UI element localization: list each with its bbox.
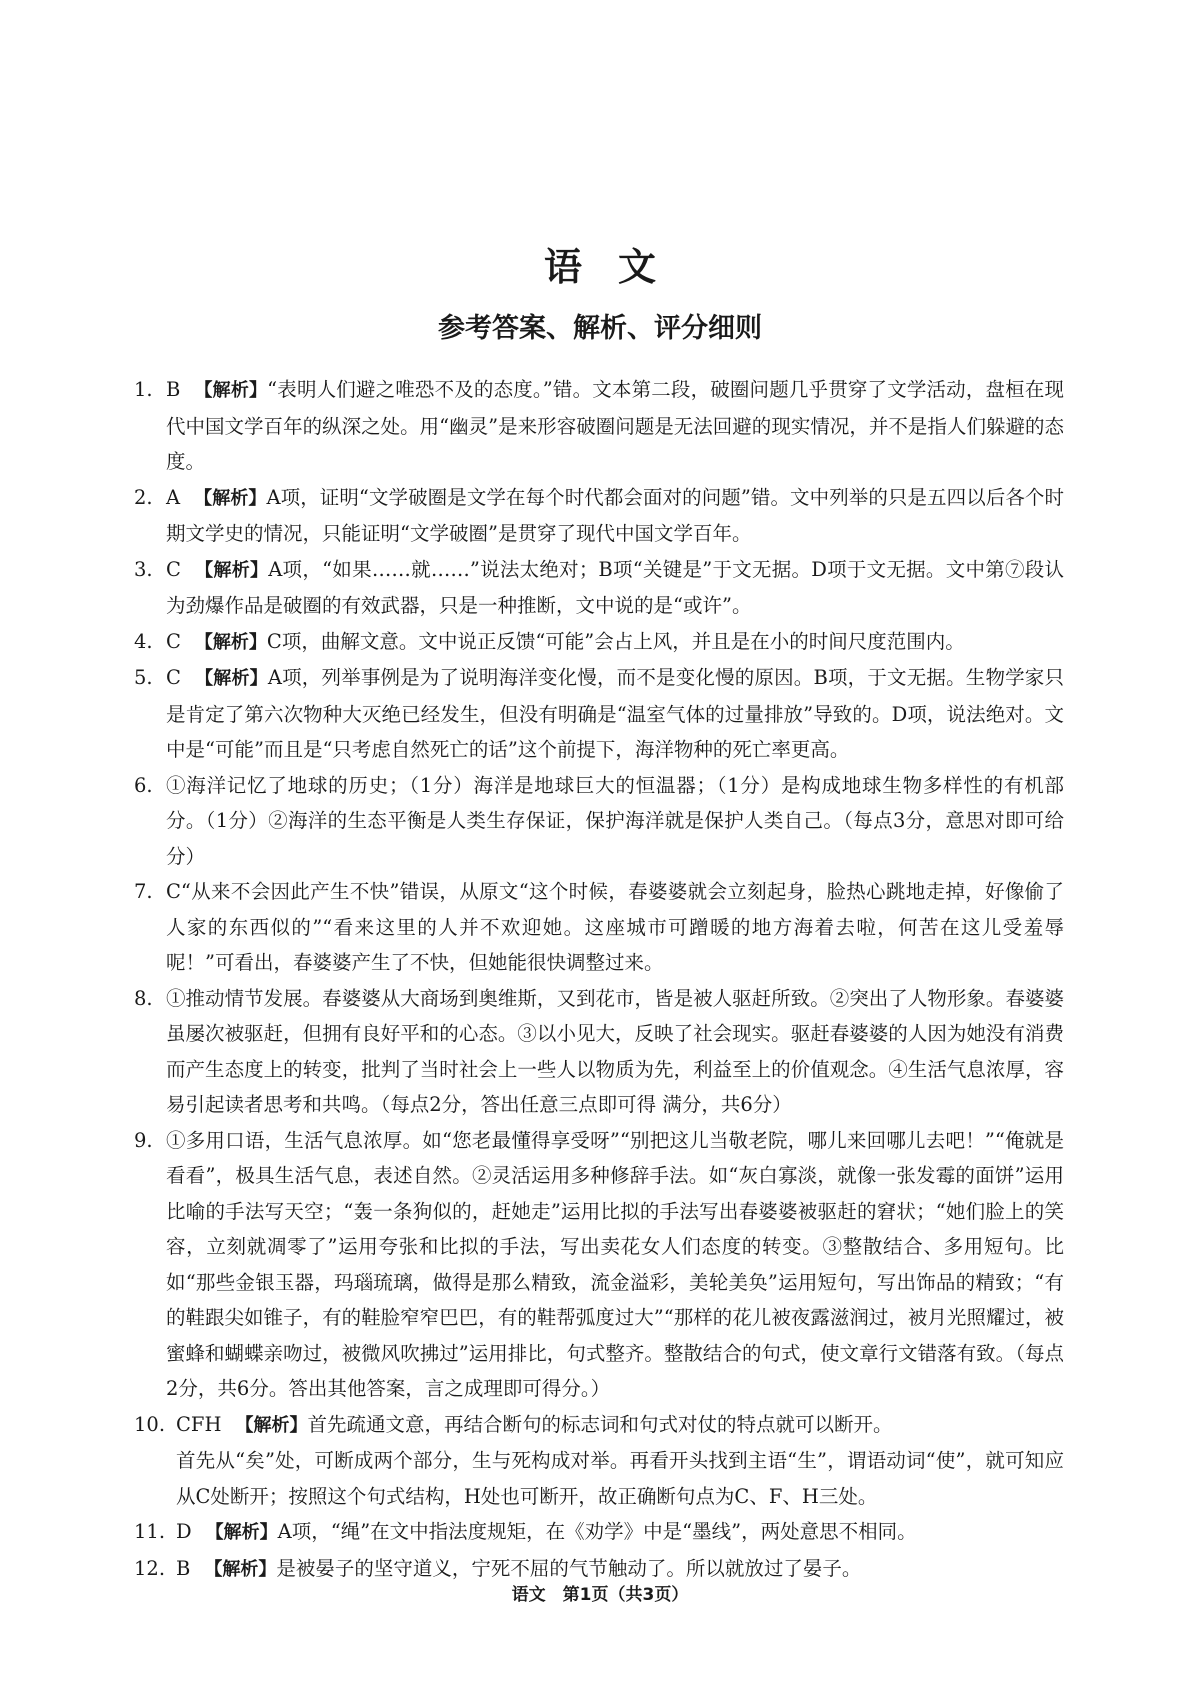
answer-text: 首先疏通文意，再结合断句的标志词和句式对仗的特点就可以断开。: [307, 1412, 893, 1436]
answer-item-1: [134, 372, 1064, 480]
answer-key: B: [166, 378, 181, 401]
answer-text: ①海洋记忆了地球的历史；（1分）海洋是地球巨大的恒温器；（1分）是构成地球生物多样性的有机部分。（1分）②海洋的生态平衡是人类生存保证，保护海洋就是保护人类自己。（每点3分，意思对即可给分）: [166, 773, 1064, 868]
analysis-tag: 【解析】: [194, 668, 268, 689]
answer-text: A项，“如果……就……”说法太绝对；B项“关键是”于文无据。D项于文无据。文中第⑦段认为劲爆作品是破圈的有效武器，只是一种推断，文中说的是“或许”。: [166, 557, 1064, 617]
answer-text: C项，曲解文意。文中说正反馈“可能”会占上风，并且是在小的时间尺度范围内。: [266, 629, 965, 653]
page-subtitle: 参考答案、解析、评分细则: [438, 313, 762, 344]
answer-key: B: [176, 1556, 191, 1580]
answer-item-10: [134, 1407, 1064, 1515]
answer-number: 11.: [134, 1520, 166, 1543]
answer-item-2: [134, 480, 1064, 552]
answer-number: 7.: [134, 880, 153, 903]
answer-text: 是被晏子的坚守道义，宁死不屈的气节触动了。所以就放过了晏子。: [276, 1556, 862, 1580]
analysis-tag: 【解析】: [205, 1522, 278, 1543]
answer-text: ①推动情节发展。春婆婆从大商场到奥维斯，又到花市，皆是被人驱赶所致。②突出了人物形象。春婆婆虽屡次被驱赶，但拥有良好平和的心态。③以小见大，反映了社会现实。驱赶春婆婆的人因为她没有消费而产生态度上的转变，批判了当时社会上一些人以物质为先，利益至上的价值观念。④生活气息浓厚，容易引起读者思考和共鸣。（每点2分，答出任意三点即可得 满分，共6分）: [166, 986, 1064, 1116]
answer-number: 10.: [134, 1412, 166, 1436]
answer-text: “从来不会因此产生不快”错误，从原文“这个时候，春婆婆就会立刻起身，脸热心跳地走掉，好像偷了人家的东西似的”“看来这里的人并不欢迎她。这座城市可蹭暖的地方海着去啦，何苦在这儿受羞辱呢！”可看出，春婆婆产生了不快，但她能很快调整过来。: [166, 880, 1064, 974]
answer-item-11: [134, 1514, 1064, 1551]
answer-item-5: [134, 660, 1064, 768]
analysis-tag: 【解析】: [204, 1558, 277, 1580]
analysis-tag: 【解析】: [235, 1414, 308, 1436]
analysis-tag: 【解析】: [194, 559, 269, 581]
page-title: 语文: [543, 245, 692, 289]
analysis-tag: 【解析】: [194, 631, 267, 653]
analysis-tag: 【解析】: [194, 380, 268, 401]
answer-number: 12.: [134, 1556, 166, 1580]
answer-item-7: [134, 874, 1064, 981]
answer-number: 9.: [134, 1128, 153, 1152]
answer-number: 6.: [134, 773, 153, 797]
answer-text: “表明人们避之唯恐不及的态度。”错。文本第二段，破圈问题几乎贯穿了文学活动，盘桓在现代中国文学百年的纵深之处。用“幽灵”是来形容破圈问题是无法回避的现实情况，并不是指人们躲避的态度。: [166, 378, 1064, 473]
answer-item-3: [134, 552, 1064, 624]
answer-number: 3.: [134, 557, 153, 581]
answer-key: A: [166, 485, 181, 509]
page-footer: 语文 第1页（共3页）: [511, 1585, 689, 1605]
answer-number: 8.: [134, 986, 153, 1010]
answer-key: C: [166, 880, 181, 903]
answer-number: 1.: [134, 378, 153, 401]
answer-key: C: [166, 557, 181, 581]
answer-item-9: [134, 1123, 1064, 1407]
answer-text: A项，证明“文学破圈是文学在每个时代都会面对的问题”错。文中列举的只是五四以后各个时期文学史的情况，只能证明“文学破圈”是贯穿了现代中国文学百年。: [166, 485, 1064, 545]
analysis-tag: 【解析】: [194, 487, 267, 509]
answer-key: CFH: [176, 1412, 222, 1436]
answer-text: A项，列举事例是为了说明海洋变化慢，而不是变化慢的原因。B项，于文无据。生物学家只是肯定了第六次物种大灭绝已经发生，但没有明确是“温室气体的过量排放”导致的。D项，说法绝对。文中是“可能”而且是“只考虑自然死亡的话”这个前提下，海洋物种的死亡率更高。: [166, 666, 1064, 761]
answer-number: 2.: [134, 485, 153, 509]
answer-key: C: [166, 629, 181, 653]
answer-text: ①多用口语，生活气息浓厚。如“您老最懂得享受呀”“别把这儿当敬老院，哪儿来回哪儿去吧！”“俺就是看看”，极具生活气息，表述自然。②灵活运用多种修辞手法。如“灰白寡淡，就像一张发霉的面饼”运用比喻的手法写天空；“轰一条狗似的，赶她走”运用比拟的手法写出春婆婆被驱赶的窘状；“她们脸上的笑容，立刻就凋零了”运用夸张和比拟的手法，写出卖花女人们态度的转变。③整散结合、多用短句。比如“那些金银玉器，玛瑙琉璃，做得是那么精致，流金溢彩，美轮美奂”运用短句，写出饰品的精致；“有的鞋跟尖如锥子，有的鞋脸窄窄巴巴，有的鞋帮弧度过大”“那样的花儿被夜露滋润过，被月光照耀过，被蜜蜂和蝴蝶亲吻过，被微风吹拂过”运用排比，句式整齐。整散结合的句式，使文章行文错落有致。（每点2分，共6分。答出其他答案，言之成理即可得分。）: [166, 1128, 1064, 1400]
answer-item-6: [134, 768, 1064, 875]
answer-item-8: [134, 981, 1064, 1123]
answer-key: C: [166, 666, 181, 689]
answer-list: [134, 372, 1064, 1587]
answer-number: 5.: [134, 666, 153, 689]
answer-text: A项，“绳”在文中指法度规矩，在《劝学》中是“墨线”，两处意思不相同。: [277, 1520, 917, 1543]
answer-number: 4.: [134, 629, 153, 653]
answer-key: D: [176, 1520, 192, 1543]
answer-item-4: [134, 624, 1064, 661]
answer-text-continued: 首先从“矣”处，可断成两个部分，生与死构成对举。再看开头找到主语“生”，谓语动词“使”，就可知应从C处断开；按照这个句式结构，H处也可断开，故正确断句点为C、F、H三处。: [176, 1449, 1064, 1508]
